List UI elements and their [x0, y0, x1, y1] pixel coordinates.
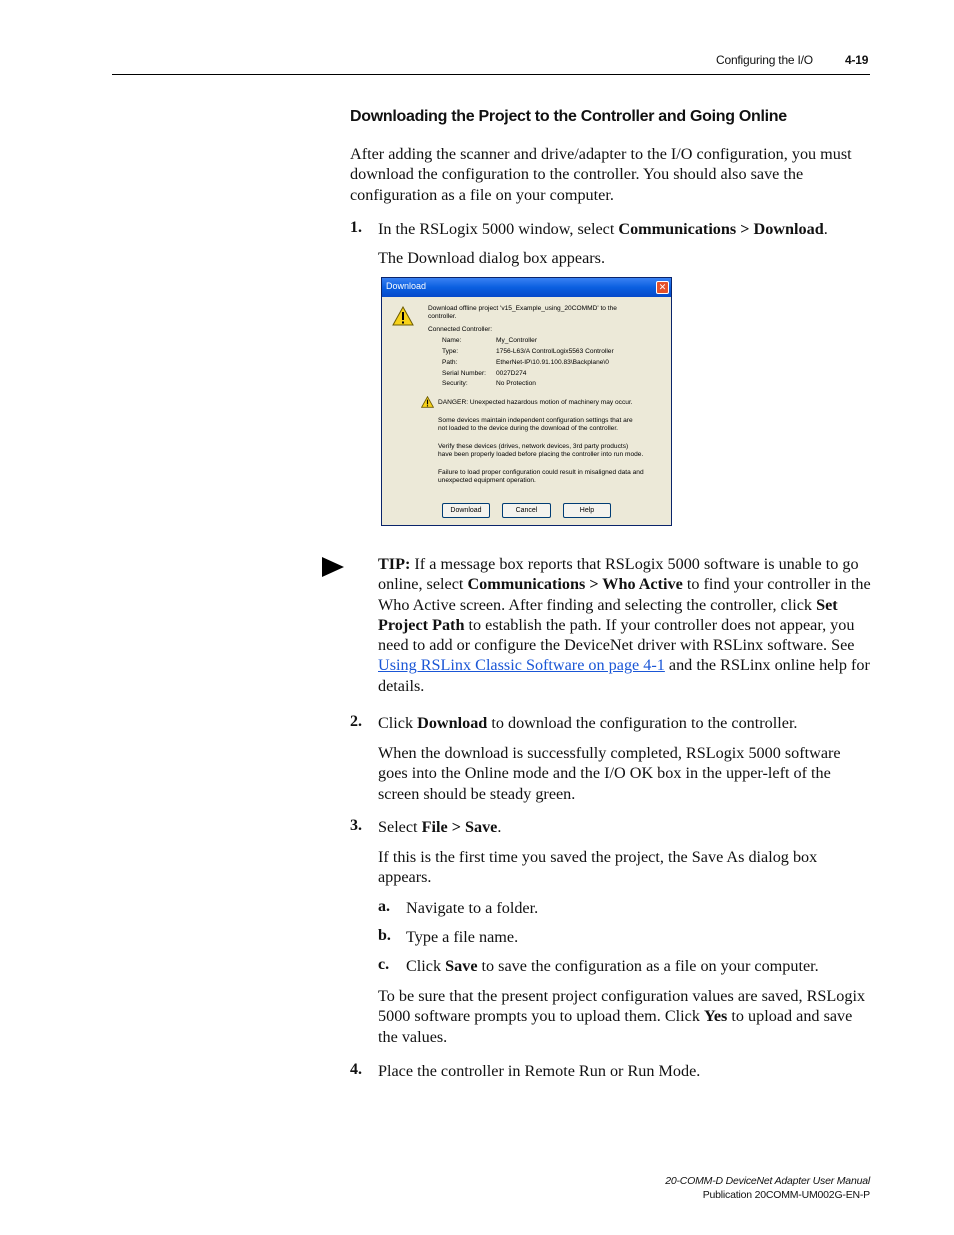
notice-3-line-2: unexpected equipment operation. — [438, 477, 536, 484]
tip-arrow-icon — [322, 557, 344, 577]
dialog-title: Download — [386, 281, 427, 291]
footer-manual-title: 20-COMM-D DeviceNet Adapter User Manual — [665, 1175, 870, 1187]
step-1-number: 1. — [350, 219, 362, 236]
help-button[interactable]: Help — [563, 503, 611, 518]
close-icon[interactable]: ✕ — [656, 281, 669, 294]
notice-2-line-1: Verify these devices (drives, network devices, 3rd party products) — [438, 443, 629, 450]
field-value-type: 1756-L63/A ControlLogix5563 Controller — [496, 348, 614, 355]
step-3-note: If this is the first time you saved the project, the Save As dialog box appears. — [378, 848, 818, 887]
substep-b-text: Type a file name. — [406, 928, 519, 946]
connected-controller-label: Connected Controller: — [428, 326, 493, 333]
running-header-section: Configuring the I/O — [716, 53, 813, 67]
step-3-number: 3. — [350, 817, 362, 834]
substep-a-letter: a. — [378, 898, 390, 915]
substep-a-text: Navigate to a folder. — [406, 899, 539, 917]
download-dialog — [381, 277, 672, 526]
intro-paragraph: After adding the scanner and drive/adapter to the I/O configuration, you must download the configuration to the controller. You should also save the configuration as a file on your computer. — [350, 145, 852, 204]
step-4-text: Place the controller in Remote Run or Run Mode. — [378, 1062, 701, 1080]
field-label-name: Name: — [442, 337, 462, 344]
field-value-serial: 0027D274 — [496, 370, 527, 377]
notice-1-line-2: not loaded to the device during the download of the controller. — [438, 425, 618, 432]
field-label-path: Path: — [442, 359, 458, 366]
field-label-security: Security: — [442, 380, 468, 387]
field-value-path: EtherNet-IP\10.91.100.83\Backplane\0 — [496, 359, 609, 366]
step-3-text: Select File > Save. — [378, 818, 502, 836]
field-value-security: No Protection — [496, 380, 536, 387]
dialog-titlebar — [382, 278, 671, 297]
dialog-message-line-2: controller. — [428, 313, 457, 320]
cancel-button[interactable]: Cancel — [502, 503, 551, 518]
tip-label: TIP: — [378, 555, 411, 573]
header-rule — [112, 74, 870, 75]
page-number: 4-19 — [845, 53, 869, 67]
rslinx-link[interactable]: Using RSLinx Classic Software on page 4-1 — [378, 656, 665, 675]
dialog-message-line-1: Download offline project 'v15_Example_using_20COMMD' to the — [428, 305, 617, 312]
field-label-serial: Serial Number: — [442, 370, 486, 377]
notice-3-line-1: Failure to load proper configuration could result in misaligned data and — [438, 469, 644, 476]
substep-c-letter: c. — [378, 956, 390, 973]
substep-c-text: Click Save to save the configuration as a file on your computer. — [406, 957, 819, 975]
tip-paragraph: TIP: If a message box reports that RSLogix 5000 software is unable to go online, select Communications > Who Active to find your controller in the Who Active screen. After finding and selecting the controller, click Set Project Path to establish the path. If your controller does not appear, you need to add or configure the DeviceNet driver with RSLinx software. See Using RSLinx Classic Software on page 4-1 and the RSLinx online help for details. — [378, 555, 871, 695]
step-2-text: Click Download to download the configuration to the controller. — [378, 714, 798, 732]
step-2-note: When the download is successfully completed, RSLogix 5000 software goes into the Online mode and the I/O OK box in the upper-left of the screen should be steady green. — [378, 744, 841, 803]
field-value-name: My_Controller — [496, 337, 538, 344]
notice-2-line-2: have been properly loaded before placing the controller into run mode. — [438, 451, 644, 458]
download-button[interactable]: Download — [442, 503, 490, 518]
danger-warning-icon — [421, 396, 434, 408]
step-4-number: 4. — [350, 1061, 362, 1078]
step-2-number: 2. — [350, 713, 362, 730]
danger-text: DANGER: Unexpected hazardous motion of machinery may occur. — [438, 399, 633, 406]
substep-b-letter: b. — [378, 927, 391, 944]
step-1-text: In the RSLogix 5000 window, select Communications > Download. — [378, 220, 828, 238]
footer-publication: Publication 20COMM-UM002G-EN-P — [702, 1189, 870, 1201]
step-1-note: The Download dialog box appears. — [378, 249, 606, 267]
section-heading: Downloading the Project to the Controller and Going Online — [350, 108, 787, 125]
step-3-after-text: To be sure that the present project configuration values are saved, RSLogix 5000 software prompts you to upload them. Click Yes to upload and save the values. — [378, 987, 866, 1046]
warning-icon — [392, 306, 414, 326]
notice-1-line-1: Some devices maintain independent configuration settings that are — [438, 417, 633, 424]
field-label-type: Type: — [442, 348, 459, 355]
